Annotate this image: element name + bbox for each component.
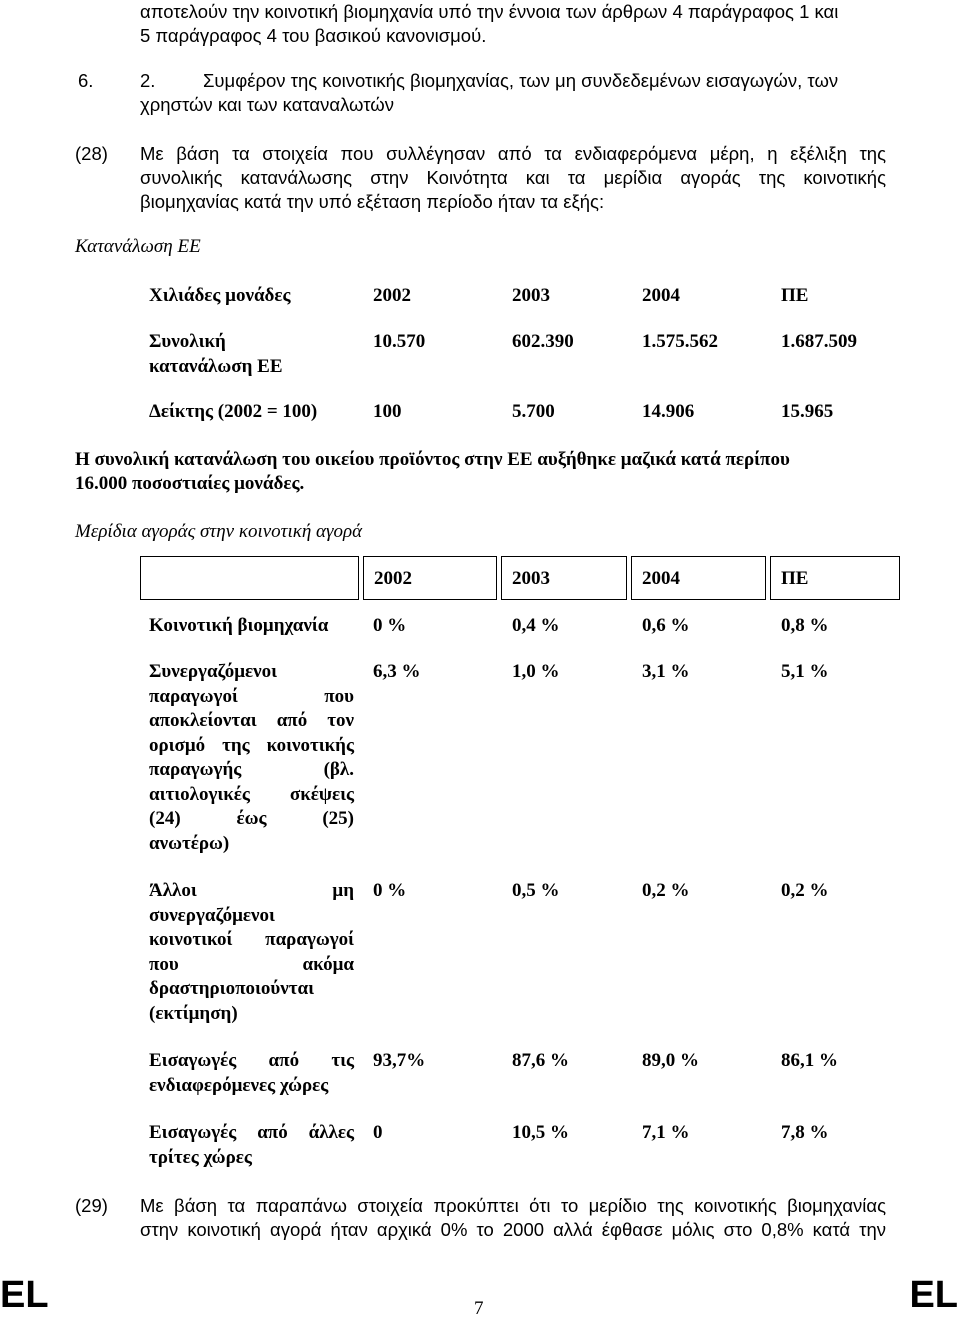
ms-row3-2002: 0 %: [373, 880, 407, 901]
ms-header-cell-pe: [770, 556, 900, 600]
consumption-header-label: Χιλιάδες μονάδες: [149, 285, 291, 306]
para28-line-1: Με βάση τα στοιχεία που συλλέγησαν από τα ενδιαφερόμενα μέρη, η εξέλιξη της: [140, 143, 886, 164]
ms-row2-label-line: (24) έως (25): [149, 808, 354, 829]
consumption-header-2002: 2002: [373, 285, 411, 306]
ms-row1-2004: 0,6 %: [642, 615, 690, 636]
ms-header-2004: 2004: [642, 568, 680, 589]
ms-header-empty-cell: [140, 556, 359, 600]
section-subnumber: 2.: [140, 70, 156, 91]
consumption-row1-2004: 1.575.562: [642, 331, 718, 352]
ms-row5-label-line: τρίτες χώρες: [149, 1146, 252, 1168]
ms-row5-label: [149, 1121, 354, 1170]
ms-row2-label-line: Συνεργαζόμενοι: [149, 661, 278, 682]
consumption-row2-2002: 100: [373, 401, 402, 422]
ms-row2-label-line: αιτιολογικές σκέψεις: [149, 783, 354, 805]
ms-row4-label: [149, 1049, 354, 1098]
consumption-row2-2003: 5.700: [512, 401, 555, 422]
ms-row5-label-line: Εισαγωγές από άλλες: [149, 1122, 354, 1143]
para29-number: (29): [75, 1195, 108, 1216]
ms-row2-2003: 1,0 %: [512, 661, 560, 682]
ms-header-cell-2003: [501, 556, 627, 600]
ms-row2-label-line: αποκλείονται από τον: [149, 710, 354, 731]
ms-row2-label-line: ορισμό της κοινοτικής: [149, 734, 354, 756]
consumption-row1-2002: 10.570: [373, 331, 426, 352]
para28-number: (28): [75, 143, 108, 164]
ms-row4-pe: 86,1 %: [781, 1050, 838, 1071]
consumption-header-pe: ΠΕ: [781, 285, 809, 306]
ms-row3-2003: 0,5 %: [512, 880, 560, 901]
ms-row2-2002: 6,3 %: [373, 661, 421, 682]
para28-line-2: συνολικής κατανάλωσης στην Κοινότητα και τα μερίδια αγοράς της κοινοτικής: [140, 167, 886, 188]
para29-line-2: στην κοινοτική αγορά ήταν αρχικά 0% το 2000 αλλά έφθασε μόλις στο 0,8% κατά την: [140, 1219, 886, 1240]
section-title-line-1: Συμφέρον της κοινοτικής βιομηχανίας, των μη συνδεδεμένων εισαγωγών, των: [203, 70, 839, 91]
ms-row3-label-line: που ακόμα: [149, 953, 354, 975]
consumption-note-line-1: Η συνολική κατανάλωση του οικείου προϊόντος στην ΕΕ αυξήθηκε μαζικά κατά περίπου: [75, 449, 790, 470]
ms-row2-pe: 5,1 %: [781, 661, 829, 682]
para28-line-3: βιομηχανίας κατά την υπό εξέταση περίοδο ήταν τα εξής:: [140, 191, 605, 212]
consumption-heading: Κατανάλωση ΕΕ: [75, 236, 201, 257]
consumption-row1-2003: 602.390: [512, 331, 574, 352]
para29-line-1: Με βάση τα παραπάνω στοιχεία προκύπτει ότι το μερίδιο της κοινοτικής βιομηχανίας: [140, 1195, 886, 1216]
ms-header-2003: 2003: [512, 568, 550, 589]
ms-row1-pe: 0,8 %: [781, 615, 829, 636]
ms-row3-label-line: κοινοτικοί παραγωγοί: [149, 929, 354, 950]
ms-row4-2004: 89,0 %: [642, 1050, 699, 1071]
ms-row2-label-line: παραγωγής (βλ.: [149, 759, 354, 780]
ms-row3-label-line: Άλλοι μη: [149, 880, 354, 901]
ms-row4-2003: 87,6 %: [512, 1050, 569, 1071]
footer-language-left: EL: [0, 1274, 49, 1316]
ms-header-cell-2004: [631, 556, 766, 600]
ms-row3-label-line: συνεργαζόμενοι: [149, 904, 275, 926]
ms-row5-2004: 7,1 %: [642, 1122, 690, 1143]
ms-header-cell-2002: [363, 556, 497, 600]
ms-row3-label-line: δραστηριοποιούνται: [149, 978, 314, 999]
consumption-header-2003: 2003: [512, 285, 550, 306]
ms-row4-label-line: Εισαγωγές από τις: [149, 1050, 354, 1071]
consumption-row1-label-1: Συνολική: [149, 331, 226, 352]
consumption-row2-pe: 15.965: [781, 401, 834, 422]
section-title-line-2: χρηστών και των καταναλωτών: [140, 94, 394, 115]
ms-header-2002: 2002: [374, 568, 412, 589]
ms-row4-label-line: ενδιαφερόμενες χώρες: [149, 1074, 329, 1096]
ms-row1-label: Κοινοτική βιομηχανία: [149, 615, 329, 636]
ms-row5-pe: 7,8 %: [781, 1122, 829, 1143]
ms-header-pe: ΠΕ: [781, 568, 809, 589]
ms-row3-pe: 0,2 %: [781, 880, 829, 901]
ms-row4-2002: 93,7%: [373, 1050, 426, 1071]
ms-row2-2004: 3,1 %: [642, 661, 690, 682]
ms-row5-2002: 0: [373, 1122, 383, 1143]
ms-row1-2002: 0 %: [373, 615, 407, 636]
consumption-note: [75, 448, 895, 496]
ms-row3-label: [149, 879, 354, 1026]
section-number: 6.: [78, 70, 94, 91]
ms-row1-2003: 0,4 %: [512, 615, 560, 636]
consumption-row2-2004: 14.906: [642, 401, 695, 422]
para28-text: [140, 142, 886, 214]
market-share-table: [140, 556, 910, 1186]
consumption-row1-pe: 1.687.509: [781, 331, 857, 352]
market-share-heading: Μερίδια αγοράς στην κοινοτική αγορά: [75, 521, 363, 542]
consumption-note-line-2: 16.000 ποσοστιαίες μονάδες.: [75, 473, 305, 494]
footer-language-right: EL: [909, 1274, 958, 1316]
consumption-row2-label: Δείκτης (2002 = 100): [149, 401, 318, 422]
ms-row2-label: [149, 660, 354, 856]
para29-text: [140, 1194, 886, 1242]
intro-line-2: 5 παράγραφος 4 του βασικού κανονισμού.: [140, 25, 487, 46]
page-number: 7: [474, 1298, 484, 1319]
consumption-header-2004: 2004: [642, 285, 680, 306]
ms-row3-label-line: (εκτίμηση): [149, 1002, 238, 1024]
consumption-row1-label-2: κατανάλωση ΕΕ: [149, 356, 283, 377]
ms-row3-2004: 0,2 %: [642, 880, 690, 901]
ms-row2-label-line: ανωτέρω): [149, 832, 230, 854]
ms-row2-label-line: παραγωγοί που: [149, 685, 354, 707]
intro-line-1: αποτελούν την κοινοτική βιομηχανία υπό την έννοια των άρθρων 4 παράγραφος 1 και: [140, 1, 839, 22]
ms-row5-2003: 10,5 %: [512, 1122, 569, 1143]
